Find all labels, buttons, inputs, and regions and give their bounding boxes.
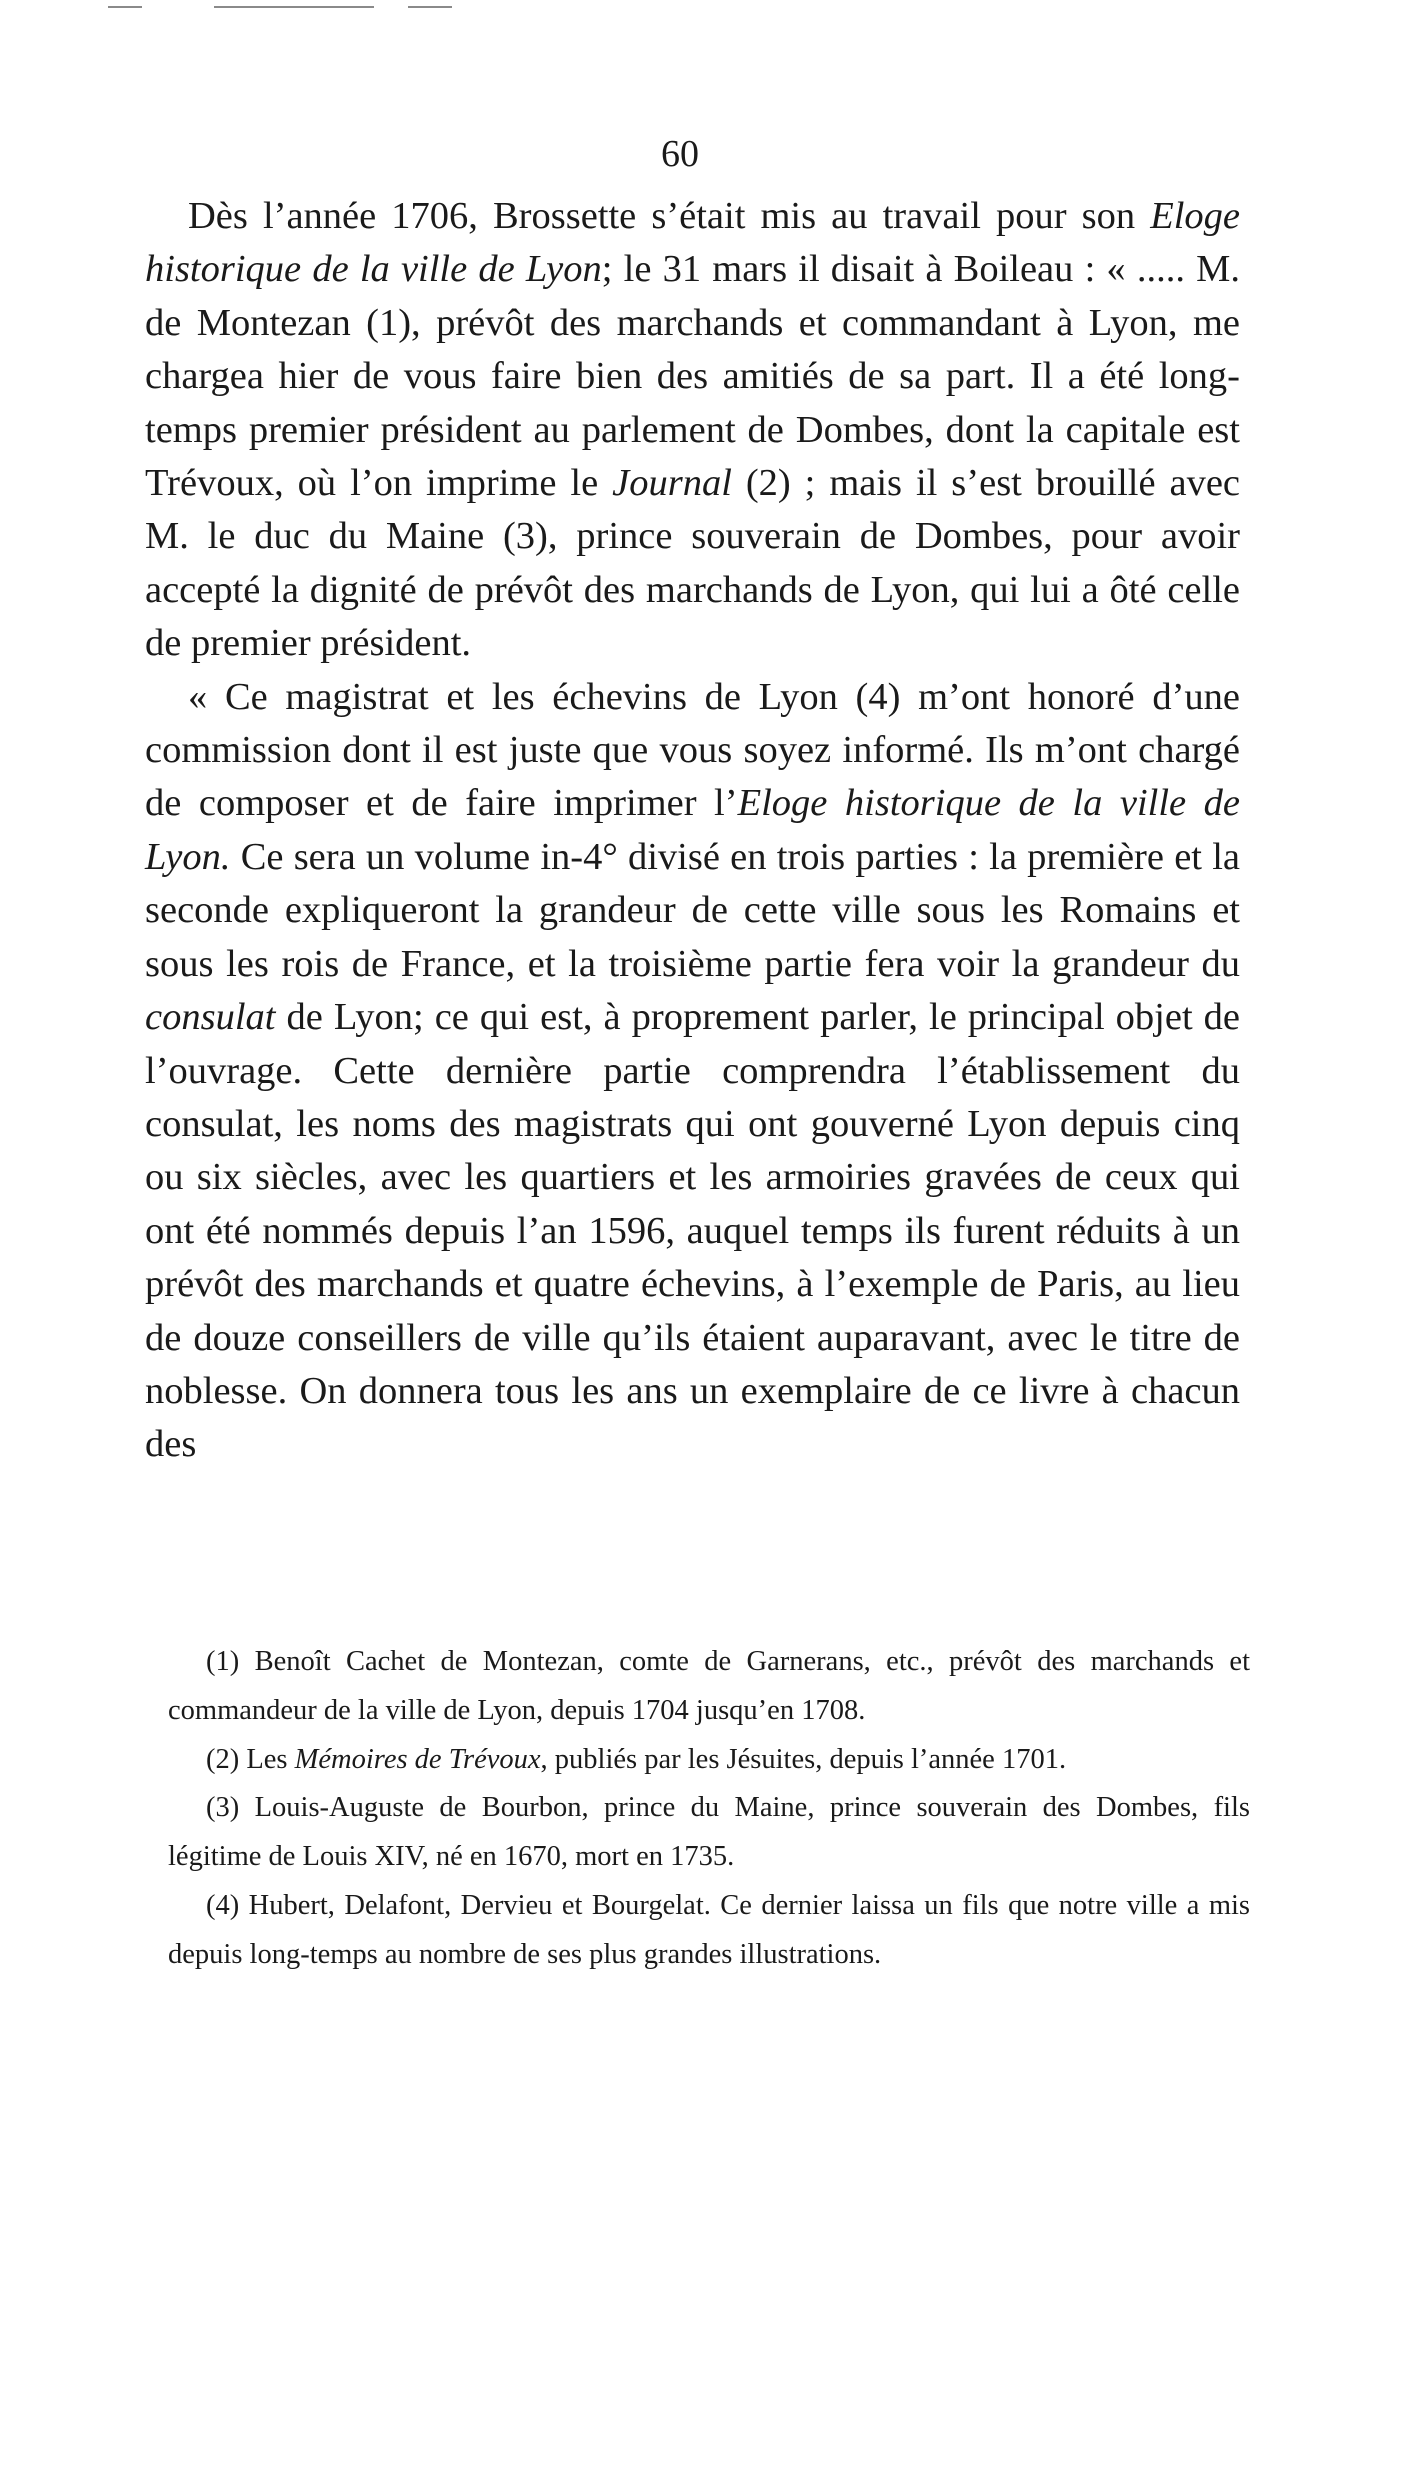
paragraph-1: Dès l’année 1706, Brossette s’était mis au travail pour son Eloge historique de la ville de Lyon; le 31 mars il disait à Boileau : « ..... M. de Montezan (1), prévôt des marchands et commandant à Lyon, me chargea hier de vous faire bien des amitiés de sa part. Il a été long-temps premier président au parlement de Dombes, dont la capitale est Trévoux, où l’on imprime le Journal (2) ; mais il s’est brouillé avec M. le duc du Maine (3), prince souverain de Dombes, pour avoir accepté la dignité de prévôt des marchands de Lyon, qui lui a ôté celle de premier président. [145,195,1241,665]
top-rule-center [214,6,374,8]
italic-consulat: consulat [145,996,276,1039]
top-rule-left [108,6,142,8]
top-rule-right [408,6,452,8]
main-text [145,190,1240,1472]
footnote-1: (1) Benoît Cachet de Montezan, comte de Garnerans, etc., prévôt des marchands et commandeur de la ville de Lyon, depuis 1704 jusqu’en 1708. [168,1646,1250,1726]
italic-memoires: Mémoires de Trévoux [294,1743,541,1775]
italic-title: Eloge historique de la ville de Lyon. [145,782,1240,878]
paragraph-2: « Ce magistrat et les échevins de Lyon (4) m’ont honoré d’une commission dont il est juste que vous soyez informé. Ils m’ont chargé de composer et de faire imprimer l’Eloge historique de la ville de Lyon. Ce sera un volume in-4° divisé en trois parties : la première et la seconde expliqueront la grandeur de cette ville sous les Romains et sous les rois de France, et la troisième partie fera voir la grandeur du consulat de Lyon; ce qui est, à proprement parler, le principal objet de l’ouvrage. Cette dernière partie comprendra l’établissement du consulat, les noms des magistrats qui ont gouverné Lyon depuis cinq ou six siècles, avec les quartiers et les armoiries gravées de ceux qui ont été nommés depuis l’an 1596, auquel temps ils furent réduits à un prévôt des marchands et quatre échevins, à l’exemple de Paris, au lieu de douze conseillers de ville qu’ils étaient auparavant, avec le titre de noblesse. On donnera tous les ans un exemplaire de ce livre à chacun des [145,675,1240,1466]
page-number: 60 [661,133,699,175]
footnote-4: (4) Hubert, Delafont, Dervieu et Bourgelat. Ce dernier laissa un fils que notre ville a mis depuis long-temps au nombre de ses plus grandes illustrations. [168,1889,1250,1970]
italic-title: Eloge historique de la ville de Lyon [145,195,1240,291]
footnote-3: (3) Louis-Auguste de Bourbon, prince du Maine, prince souverain des Dombes, fils légitime de Louis XIV, né en 1670, mort en 1735. [168,1792,1250,1873]
italic-journal: Journal [612,462,732,505]
footnote-2: (2) Les Mémoires de Trévoux, publiés par les Jésuites, depuis l’année 1701. [206,1743,1067,1775]
footnotes [168,1638,1250,1980]
